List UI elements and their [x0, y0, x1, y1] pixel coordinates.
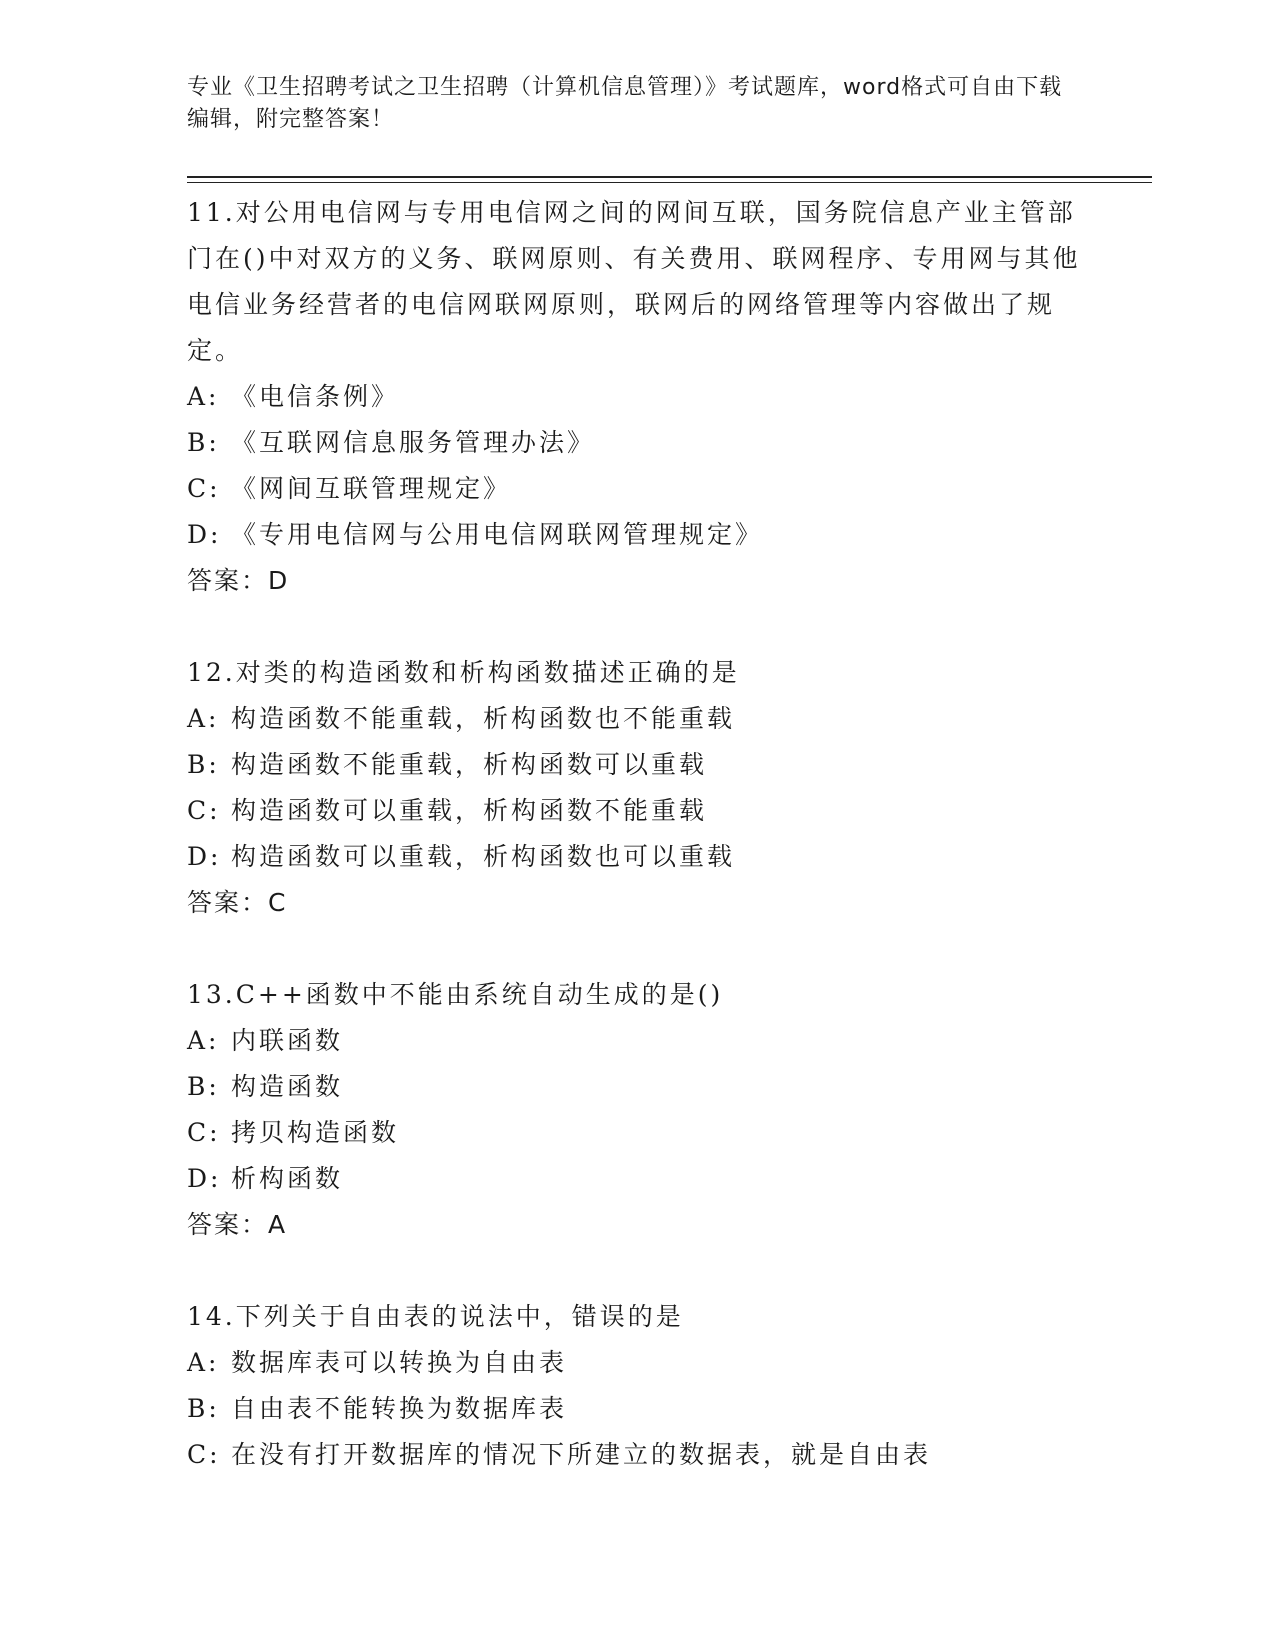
option-key: A: — [187, 382, 220, 411]
option-a — [187, 696, 1087, 742]
option-key: A: — [187, 704, 220, 733]
option-c — [187, 1432, 1087, 1478]
option-text: 《互联网信息服务管理办法》 — [231, 428, 596, 457]
option-b — [187, 1064, 1087, 1110]
option-key: B: — [187, 1394, 220, 1423]
option-key: A: — [187, 1026, 220, 1055]
option-b — [187, 420, 1087, 466]
option-text: 构造函数不能重载，析构函数也不能重载 — [231, 704, 736, 733]
option-key: B: — [187, 428, 220, 457]
option-text: 内联函数 — [231, 1026, 344, 1055]
option-c — [187, 1110, 1087, 1156]
option-d — [187, 512, 1087, 558]
option-text: 构造函数 — [231, 1072, 344, 1101]
question-11 — [187, 190, 1087, 604]
question-stem: 14.下列关于自由表的说法中，错误的是 — [187, 1302, 684, 1331]
option-b — [187, 1386, 1087, 1432]
option-b — [187, 742, 1087, 788]
option-d — [187, 1156, 1087, 1202]
option-a — [187, 1340, 1087, 1386]
option-key: D: — [187, 520, 222, 549]
question-13 — [187, 972, 1087, 1248]
answer-line: 答案：C — [187, 888, 288, 917]
option-c — [187, 788, 1087, 834]
question-14 — [187, 1294, 1087, 1478]
option-key: D: — [187, 842, 222, 871]
option-text: 拷贝构造函数 — [231, 1118, 400, 1147]
option-key: C: — [187, 1440, 221, 1469]
option-text: 《网间互联管理规定》 — [231, 474, 512, 503]
option-text: 在没有打开数据库的情况下所建立的数据表，就是自由表 — [231, 1440, 932, 1469]
option-key: B: — [187, 750, 220, 779]
option-a — [187, 374, 1087, 420]
answer-line: 答案：A — [187, 1210, 288, 1239]
option-text: 《电信条例》 — [231, 382, 400, 411]
option-c — [187, 466, 1087, 512]
option-key: C: — [187, 474, 221, 503]
answer-line: 答案：D — [187, 566, 290, 595]
question-stem: 12.对类的构造函数和析构函数描述正确的是 — [187, 658, 740, 687]
option-key: A: — [187, 1348, 220, 1377]
question-12 — [187, 650, 1087, 926]
option-key: B: — [187, 1072, 220, 1101]
question-list — [187, 190, 1087, 1524]
option-text: 构造函数可以重载，析构函数也可以重载 — [231, 842, 736, 871]
question-stem: 11.对公用电信网与专用电信网之间的网间互联，国务院信息产业主管部门在()中对双方的义务、联网原则、有关费用、联网程序、专用网与其他电信业务经营者的电信网联网原则，联网后的网络管理等内容做出了规定。 — [187, 198, 1081, 365]
header-divider-thick — [187, 176, 1152, 178]
option-key: C: — [187, 1118, 221, 1147]
option-text: 构造函数不能重载，析构函数可以重载 — [231, 750, 708, 779]
option-a — [187, 1018, 1087, 1064]
option-text: 析构函数 — [231, 1164, 344, 1193]
option-key: D: — [187, 1164, 222, 1193]
question-stem: 13.C++函数中不能由系统自动生成的是() — [187, 980, 724, 1009]
option-text: 自由表不能转换为数据库表 — [231, 1394, 568, 1423]
option-d — [187, 834, 1087, 880]
option-text: 数据库表可以转换为自由表 — [231, 1348, 568, 1377]
option-key: C: — [187, 796, 221, 825]
option-text: 《专用电信网与公用电信网联网管理规定》 — [231, 520, 764, 549]
document-header: 专业《卫生招聘考试之卫生招聘（计算机信息管理）》考试题库，word格式可自由下载编辑，附完整答案！ — [187, 75, 1063, 132]
header-divider-thin — [187, 182, 1152, 183]
option-text: 构造函数可以重载，析构函数不能重载 — [231, 796, 708, 825]
